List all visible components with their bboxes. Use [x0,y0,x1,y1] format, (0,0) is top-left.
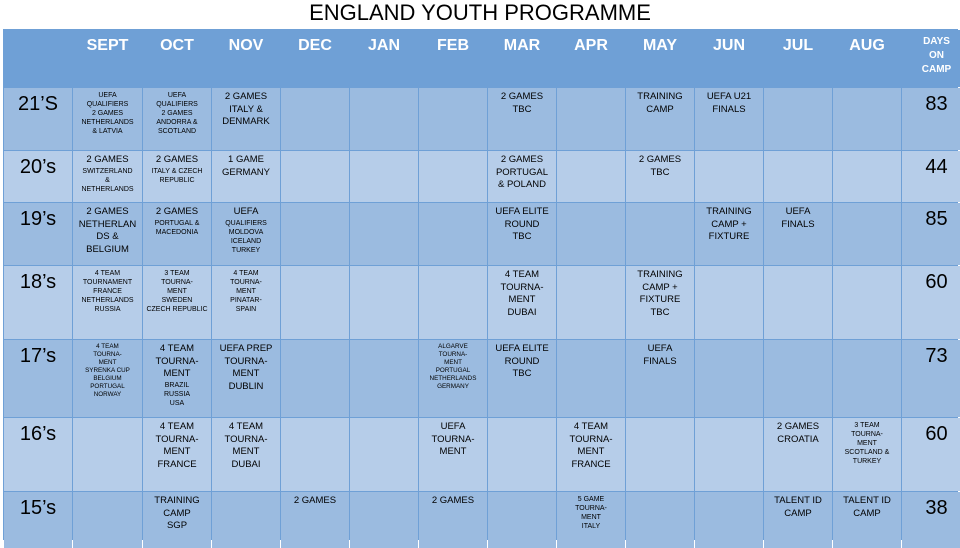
schedule-cell [419,266,487,339]
header-month: MAR [488,30,556,87]
cell-main-text: TALENT ID CAMP [774,495,822,519]
cell-main-text: TRAINING CAMP + FIXTURE TBC [637,269,683,318]
schedule-cell [73,203,142,265]
schedule-cell [488,266,556,339]
schedule-cell [626,340,694,417]
schedule-cell [350,88,418,150]
days-on-camp-value: 38 [902,492,960,548]
header-month: SEPT [73,30,142,87]
cell-detail-text: UEFA QUALIFIERS 2 GAMES NETHERLANDS & LATVIA [81,92,134,135]
cell-detail-text: QUALIFIERS MOLDOVA ICELAND TURKEY [225,219,267,254]
schedule-cell [143,418,211,491]
schedule-cell [695,266,763,339]
header-month: JUN [695,30,763,87]
schedule-table [3,29,958,540]
schedule-cell [419,418,487,491]
cell-main-text: UEFA U21 FINALS [706,91,752,115]
cell-detail-text: PORTUGAL & MACEDONIA [154,219,200,236]
cell-main-text: 2 GAMES [155,206,199,217]
cell-main-text: 2 GAMES [155,154,199,165]
cell-main-text: 4 TEAM TOURNA- MENT [155,343,199,379]
schedule-cell [695,203,763,265]
cell-detail-text: 4 TEAM TOURNA- MENT SYRENKA CUP BELGIUM PORTUGAL NORWAY [85,343,130,398]
cell-main-text: UEFA ELITE ROUND TBC [495,206,549,242]
schedule-cell [419,151,487,202]
schedule-cell [143,151,211,202]
days-on-camp-value: 83 [902,88,960,150]
schedule-cell [626,151,694,202]
header-month: APR [557,30,625,87]
schedule-cell [350,151,418,202]
days-on-camp-value: 60 [902,266,960,339]
schedule-cell [73,151,142,202]
schedule-cell [143,340,211,417]
schedule-cell [350,266,418,339]
cell-detail-text: BRAZIL RUSSIA USA [163,381,191,407]
schedule-cell [419,88,487,150]
schedule-cell [73,418,142,491]
schedule-cell [281,88,349,150]
cell-main-text: 2 GAMES [86,154,129,165]
schedule-cell [695,88,763,150]
cell-main-text: UEFA [233,206,259,217]
schedule-cell [764,88,832,150]
cell-main-text: 2 GAMES TBC [500,91,544,115]
cell-detail-text: 4 TEAM TOURNAMENT FRANCE NETHERLANDS RUSSIA [81,270,134,313]
header-month: JAN [350,30,418,87]
cell-main-text: UEFA FINALS [643,343,677,367]
schedule-cell [833,266,901,339]
schedule-cell [488,418,556,491]
schedule-cell [350,340,418,417]
row-label: 21’S [4,88,72,150]
row-label: 19’s [4,203,72,265]
cell-main-text: 4 TEAM TOURNA- MENT DUBAI [500,269,544,318]
schedule-cell [143,203,211,265]
header-month: FEB [419,30,487,87]
schedule-cell [833,203,901,265]
schedule-cell [212,340,280,417]
row-label: 15’s [4,492,72,548]
schedule-cell [557,151,625,202]
cell-main-text: UEFA ELITE ROUND TBC [495,343,549,379]
schedule-cell [488,151,556,202]
cell-detail-text: 5 GAME TOURNA- MENT ITALY [575,496,607,530]
schedule-cell [764,266,832,339]
schedule-cell [281,266,349,339]
header-month: NOV [212,30,280,87]
cell-main-text: 1 GAME GERMANY [221,154,271,178]
days-on-camp-value: 73 [902,340,960,417]
header-month: JUL [764,30,832,87]
cell-main-text: 2 GAMES [431,495,475,506]
schedule-cell [73,340,142,417]
schedule-cell [350,203,418,265]
schedule-cell [695,418,763,491]
schedule-cell [626,266,694,339]
cell-main-text: 2 GAMES CROATIA [776,421,820,445]
schedule-cell [281,203,349,265]
schedule-cell [764,203,832,265]
cell-detail-text: ITALY & CZECH REPUBLIC [151,167,203,184]
schedule-cell [695,340,763,417]
schedule-cell [764,151,832,202]
cell-main-text: 2 GAMES NETHERLAN DS & BELGIUM [78,206,137,255]
schedule-cell [419,340,487,417]
cell-main-text: 2 GAMES ITALY & DENMARK [222,91,270,127]
schedule-cell [281,151,349,202]
cell-main-text: TALENT ID CAMP [843,495,891,519]
header-days-on-camp: DAYS ON CAMP [902,30,960,87]
schedule-cell [281,418,349,491]
header-month: AUG [833,30,901,87]
schedule-cell [143,88,211,150]
schedule-cell [350,418,418,491]
schedule-cell [557,266,625,339]
cell-detail-text: 3 TEAM TOURNA- MENT SCOTLAND & TURKEY [844,422,890,465]
days-on-camp-value: 85 [902,203,960,265]
row-label: 17’s [4,340,72,417]
schedule-cell [833,151,901,202]
cell-main-text: TRAINING CAMP [637,91,683,115]
schedule-cell [557,340,625,417]
page-title: ENGLAND YOUTH PROGRAMME [309,0,651,25]
row-label: 20’s [4,151,72,202]
schedule-cell [626,88,694,150]
cell-detail-text: 4 TEAM TOURNA- MENT PINATAR- SPAIN [230,270,262,313]
cell-main-text: UEFA TOURNA- MENT [431,421,475,457]
cell-main-text: UEFA PREP TOURNA- MENT DUBLIN [219,343,273,392]
cell-main-text: 4 TEAM TOURNA- MENT DUBAI [224,421,268,470]
schedule-cell [557,203,625,265]
cell-main-text: 2 GAMES TBC [638,154,682,178]
days-on-camp-value: 60 [902,418,960,491]
schedule-cell [73,88,142,150]
cell-main-text: 4 TEAM TOURNA- MENT FRANCE [569,421,613,470]
schedule-cell [212,418,280,491]
schedule-cell [695,151,763,202]
cell-detail-text: ALGARVE TOURNA- MENT PORTUGAL NETHERLANDS GERMANY [429,343,477,390]
schedule-cell [281,340,349,417]
schedule-cell [212,88,280,150]
schedule-cell [764,340,832,417]
header-month: OCT [143,30,211,87]
cell-detail-text: 3 TEAM TOURNA- MENT SWEDEN CZECH REPUBLIC [146,270,208,313]
schedule-cell [488,203,556,265]
cell-detail-text: UEFA QUALIFIERS 2 GAMES ANDORRA & SCOTLAND [156,92,198,135]
schedule-cell [833,88,901,150]
schedule-cell [557,418,625,491]
schedule-cell [557,88,625,150]
schedule-cell [488,340,556,417]
schedule-cell [626,203,694,265]
header-corner [4,30,72,87]
days-on-camp-value: 44 [902,151,960,202]
header-month: MAY [626,30,694,87]
cell-main-text: 2 GAMES PORTUGAL & POLAND [495,154,549,190]
cell-detail-text: SWITZERLAND & NETHERLANDS [81,167,134,193]
schedule-cell [143,266,211,339]
schedule-cell [419,203,487,265]
row-label: 18’s [4,266,72,339]
cell-main-text: UEFA FINALS [781,206,815,230]
schedule-cell [833,418,901,491]
schedule-cell [764,418,832,491]
schedule-cell [212,266,280,339]
cell-main-text: 2 GAMES [293,495,337,506]
header-month: DEC [281,30,349,87]
schedule-cell [833,340,901,417]
cell-main-text: 4 TEAM TOURNA- MENT FRANCE [155,421,199,470]
schedule-cell [212,203,280,265]
schedule-cell [212,151,280,202]
schedule-cell [73,266,142,339]
row-label: 16’s [4,418,72,491]
cell-main-text: TRAINING CAMP SGP [154,495,200,531]
schedule-cell [626,418,694,491]
cell-main-text: TRAINING CAMP + FIXTURE [706,206,752,242]
schedule-cell [488,88,556,150]
